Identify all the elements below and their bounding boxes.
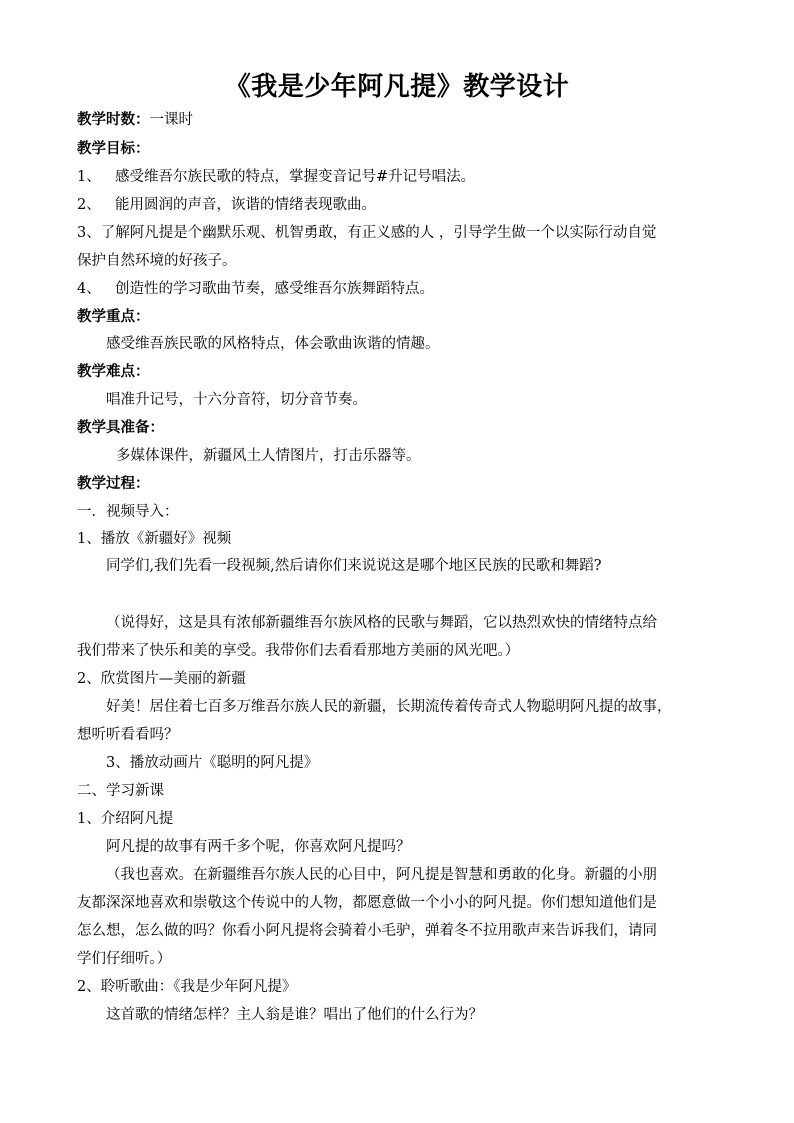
section-2-step-1: 1、介绍阿凡提: [77, 811, 174, 827]
section-1-step-1-note-line-2: 我们带来了快乐和美的享受。我带你们去看看那地方美丽的风光吧。）: [77, 643, 520, 659]
document-title: 《我是少年阿凡提》教学设计: [224, 72, 570, 102]
key-points-text: 感受维吾族民歌的风格特点，体会歌曲诙谐的情趣。: [106, 336, 440, 352]
section-1-step-2: 2、欣赏图片—美丽的新疆: [77, 671, 246, 687]
lesson-hours-label: 教学时数：: [77, 112, 150, 128]
section-2-step-2: 2、聆听歌曲：《我是少年阿凡提》: [77, 979, 297, 995]
section-2-step-1-text: 阿凡提的故事有两千多个呢，你喜欢阿凡提吗？: [106, 839, 411, 855]
preparation-heading: 教学具准备：: [77, 420, 164, 436]
section-2-step-1-note-line-4: 学们仔细听。）: [77, 951, 172, 967]
goal-number: 2、: [77, 197, 101, 213]
section-1-step-3: 3、播放动画片《聪明的阿凡提》: [106, 755, 319, 771]
goals-heading: 教学目标：: [77, 141, 150, 157]
key-points-heading: 教学重点：: [77, 309, 150, 325]
section-1-step-1-note-line-1: （说得好，这是具有浓郁新疆维吾尔族风格的民歌与舞蹈，它以热烈欢快的情绪特点给: [106, 615, 657, 631]
section-2-step-2-text: 这首歌的情绪怎样？主人翁是谁？唱出了他们的什么行为？: [106, 1007, 483, 1023]
section-1-step-2-text-line-2: 想听听看看吗？: [77, 727, 179, 743]
lesson-hours-value: 一课时: [149, 112, 193, 128]
difficulties-heading: 教学难点：: [77, 364, 150, 380]
goal-item-4: [77, 280, 434, 299]
section-1-step-1-text: 同学们,我们先看一段视频,然后请你们来说说这是哪个地区民族的民歌和舞蹈?: [106, 558, 602, 574]
goal-text: 创造性的学习歌曲节奏，感受维吾尔族舞蹈特点。: [115, 281, 434, 297]
goal-number: 4、: [77, 281, 101, 297]
goal-item-3-line-2: 保护自然环境的好孩子。: [77, 253, 237, 269]
lesson-hours-line: [77, 111, 193, 130]
section-1-step-1: 1、播放《新疆好》视频: [77, 531, 232, 547]
section-2-step-1-note-line-1: （我也喜欢。在新疆维吾尔族人民的心目中，阿凡提是智慧和勇敢的化身。新疆的小朋: [106, 867, 657, 883]
goal-number: 1、: [77, 169, 101, 185]
section-2-step-1-note-line-3: 怎么想，怎么做的吗？你看小阿凡提将会骑着小毛驴，弹着冬不拉用歌声来告诉我们，请同: [77, 923, 657, 939]
section-2-heading: 二、学习新课: [77, 783, 164, 799]
goal-item-3-line-1: 3、了解阿凡提是个幽默乐观、机智勇敢，有正义感的人 ，引导学生做一个以实际行动自觉: [77, 225, 657, 241]
preparation-text: 多媒体课件，新疆风土人情图片，打击乐器等。: [116, 448, 421, 464]
goal-item-2: [77, 196, 376, 215]
goal-item-1: [77, 168, 475, 187]
process-heading: 教学过程：: [77, 476, 150, 492]
section-2-step-1-note-line-2: 友都深深地喜欢和崇敬这个传说中的人物，都愿意做一个小小的阿凡提。你们想知道他们是: [77, 895, 657, 911]
goal-text: 感受维吾尔族民歌的特点，掌握变音记号#升记号唱法。: [115, 169, 476, 185]
section-1-step-2-text-line-1: 好美！居住着七百多万维吾尔族人民的新疆，长期流传着传奇式人物聪明阿凡提的故事，: [106, 699, 672, 715]
section-1-heading: 一．视频导入：: [77, 504, 179, 520]
goal-text: 能用圆润的声音，诙谐的情绪表现歌曲。: [115, 197, 376, 213]
difficulties-text: 唱准升记号，十六分音符，切分音节奏。: [106, 392, 367, 408]
